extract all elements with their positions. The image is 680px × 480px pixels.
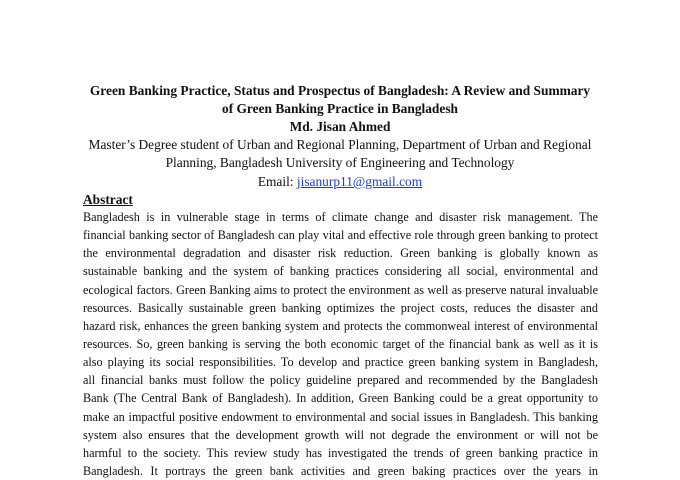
abstract-line: hazard risk, enhances the green banking system and protects the commonweal interest of environmental (83, 318, 598, 333)
abstract-line: the environmental degradation and disaster risk reduction. Green banking is globally known as (83, 246, 598, 261)
paper-title (70, 82, 610, 118)
title-line-2: of Green Banking Practice in Bangladesh (222, 101, 458, 116)
abstract-line: financial banking sector of Bangladesh can play vital and effective role through green banking to protect (83, 228, 598, 243)
abstract-line: sustainable banking and the system of banking practices considering all social, environmental and (83, 264, 598, 279)
email-label: Email: (257, 174, 297, 189)
abstract-line: all financial banks must follow the policy guideline prepared and recommended by the Bangladesh (83, 373, 598, 388)
author-email (70, 173, 610, 191)
abstract-heading: Abstract (83, 192, 133, 207)
title-line-1: Green Banking Practice, Status and Prospectus of Bangladesh: A Review and Summary (89, 83, 591, 98)
author-affiliation (70, 136, 610, 172)
abstract-line: ecological factors. Green Banking aims to protect the environment as well as preserve natural invaluable (83, 282, 598, 297)
abstract-line: Bangladesh is in vulnerable stage in terms of climate change and disaster risk management. The (83, 210, 598, 224)
email-link[interactable]: jisanurp11@gmail.com (296, 174, 423, 189)
abstract-body (83, 208, 598, 480)
abstract-line: Bangladesh. It portrays the green bank activities and green baking practices over the years in (83, 463, 598, 478)
abstract-line: make an impactful positive endowment to environmental and social issues in Bangladesh. This banking (83, 409, 598, 424)
affiliation-line-2: Planning, Bangladesh University of Engineering and Technology (165, 155, 515, 170)
abstract-line: also playing its social responsibilities. To develop and practice green banking system in Bangladesh, (83, 355, 598, 370)
affiliation-line-1: Master’s Degree student of Urban and Regional Planning, Department of Urban and Regional (88, 137, 592, 152)
abstract-line: resources. So, green banking is serving the both economic target of the financial bank as well as it is (83, 336, 598, 351)
abstract-line: resources. Basically sustainable green banking optimizes the project costs, reduces the disaster and (83, 300, 598, 315)
abstract-line: system also ensures that the development growth will not degrade the environment or will not be (83, 427, 598, 442)
abstract-line: Bank (The Central Bank of Bangladesh). In addition, Green Banking could be a great opportunity to (83, 391, 598, 406)
author-name: Md. Jisan Ahmed (289, 119, 391, 134)
abstract-line: harmful to the society. This review study has investigated the trends of green banking practice in (83, 445, 598, 460)
